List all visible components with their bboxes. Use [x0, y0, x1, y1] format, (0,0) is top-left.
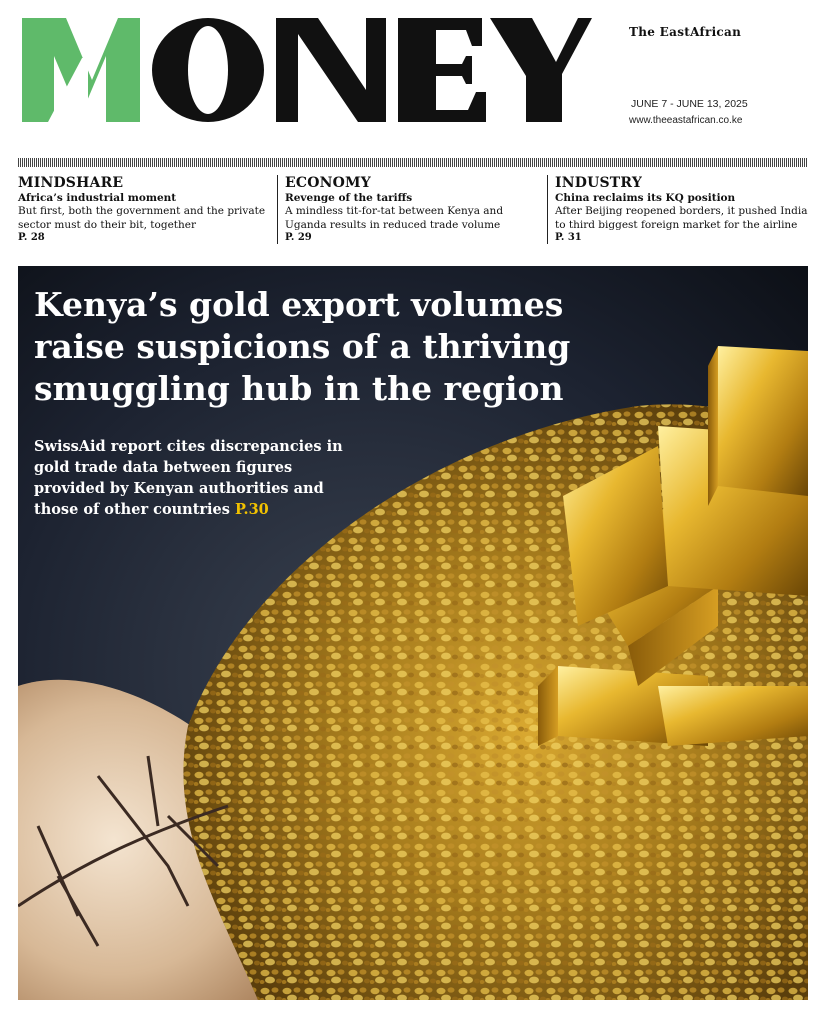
teaser-headline: Revenge of the tariffs: [285, 192, 413, 204]
teaser-section: MINDSHARE: [18, 175, 124, 191]
teaser-section: ECONOMY: [285, 175, 371, 191]
teaser-page: P. 28: [18, 232, 45, 243]
hero-story[interactable]: [18, 266, 808, 1000]
teaser-page: P. 31: [555, 232, 582, 243]
teaser-row: [18, 175, 808, 250]
teaser-page: P. 29: [285, 232, 312, 243]
issue-dates: JUNE 7 - JUNE 13, 2025: [631, 98, 748, 110]
teaser-headline: Africa’s industrial moment: [18, 192, 177, 204]
hero-subheadline: [34, 436, 364, 520]
logo-letter-e: [398, 18, 486, 122]
logo-letter-m: [22, 18, 140, 122]
teaser-description: After Beijing reopened borders, it pushed India to third biggest foreign market for the airline: [555, 205, 808, 231]
logo-letter-n: [276, 18, 386, 122]
publication-name: The EastAfrican: [629, 25, 742, 39]
logo-letter-o: [152, 18, 264, 122]
teaser-mindshare[interactable]: [18, 175, 273, 244]
teaser-economy[interactable]: [277, 175, 545, 244]
hero-page-ref[interactable]: P.30: [235, 501, 269, 518]
hero-headline: Kenya’s gold export volumes raise suspicions of a thriving smuggling hub in the region: [34, 285, 571, 408]
teaser-description: A mindless tit-for-tat between Kenya and Uganda results in reduced trade volume: [285, 205, 504, 231]
teaser-headline: China reclaims its KQ position: [555, 192, 736, 204]
hero-subheadline-text: SwissAid report cites discrepancies in gold trade data between figures provided by Kenyan authorities and those of other countries: [34, 438, 343, 518]
teaser-industry[interactable]: [547, 175, 816, 244]
logo-letter-y: [490, 18, 592, 122]
section-divider: [18, 158, 808, 167]
teaser-section: INDUSTRY: [555, 175, 643, 191]
masthead-logo: [22, 18, 592, 130]
teaser-description: But first, both the government and the private sector must do their bit, together: [18, 205, 266, 231]
website-url[interactable]: www.theeastafrican.co.ke: [629, 115, 743, 126]
